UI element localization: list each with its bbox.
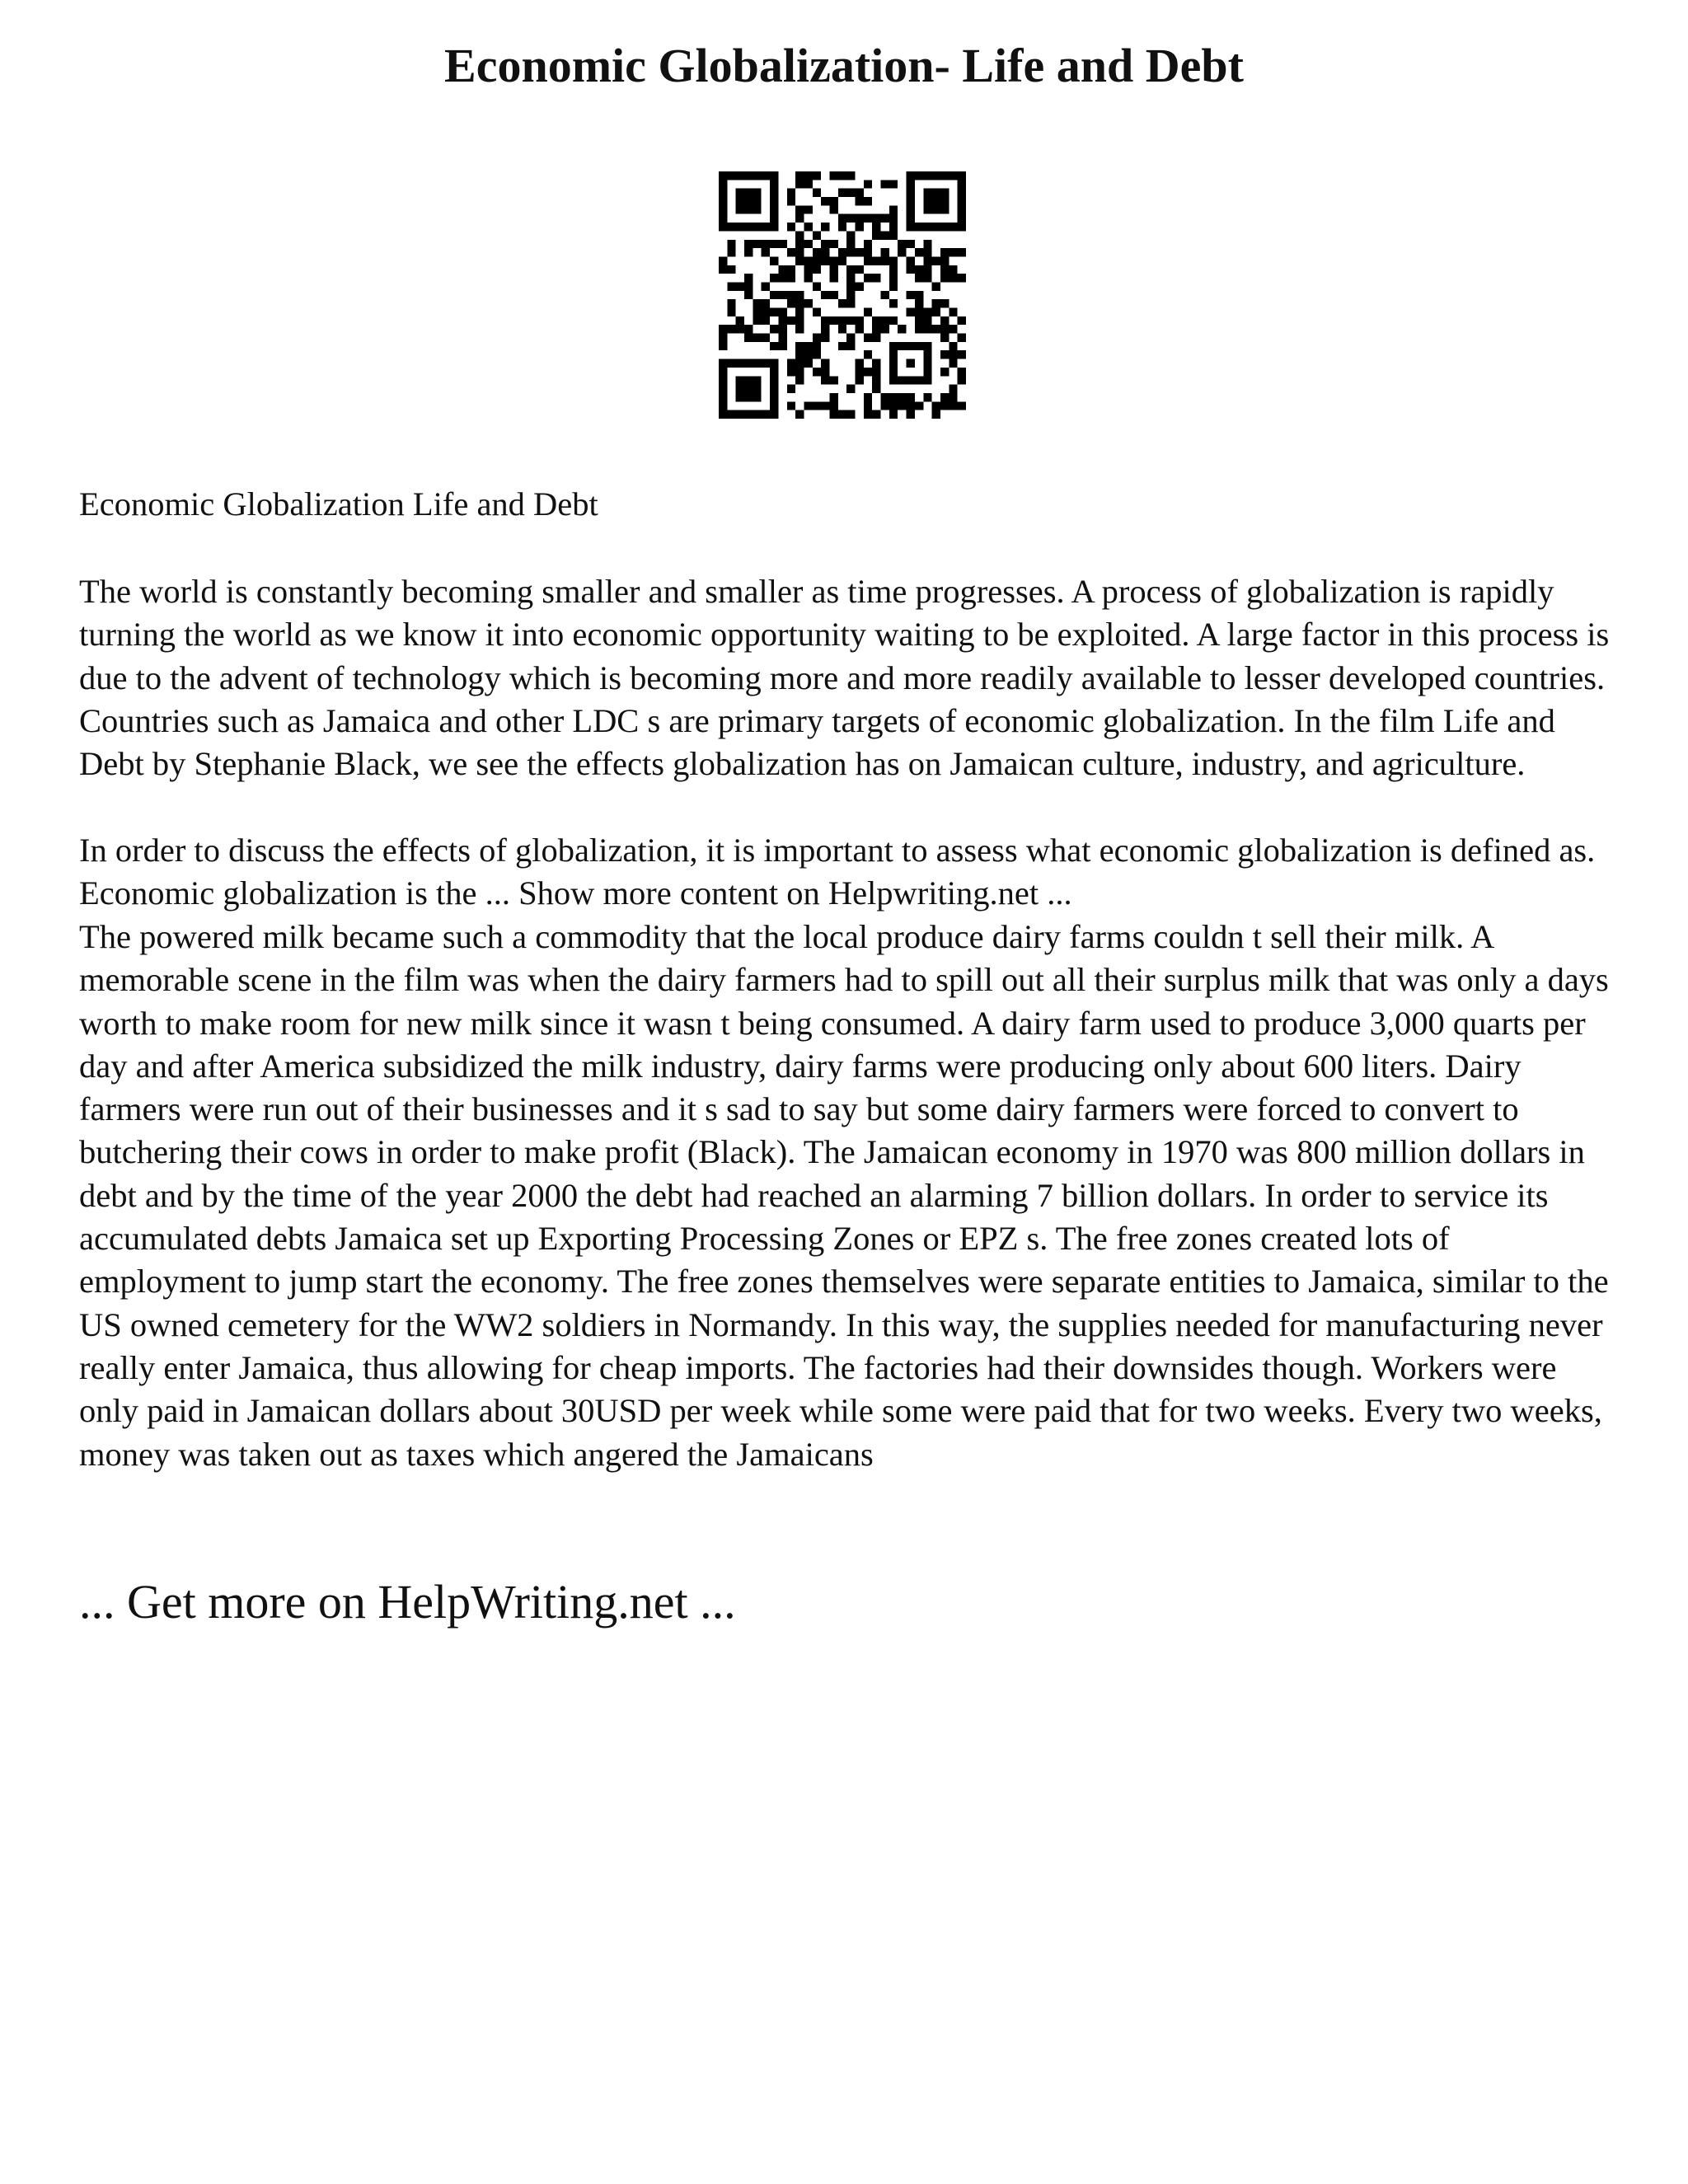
paragraph-definition: In order to discuss the effects of globalization, it is important to assess what economic globalization is defined as. Economic globalization is the ... Show more content on Helpwriting.net ... — [79, 832, 1596, 912]
page-title: Economic Globalization- Life and Debt — [444, 39, 1244, 92]
document-subtitle: Economic Globalization Life and Debt — [79, 485, 598, 523]
get-more-link[interactable]: ... Get more on HelpWriting.net ... — [79, 1575, 736, 1629]
paragraph-intro: The world is constantly becoming smaller and smaller as time progresses. A process of globalization is rapidly turning the world as we know it into economic opportunity waiting to be exploited. A large factor in this process is due to the advent of technology which is becoming more and more readily available to lesser developed countries. Countries such as Jamaica and other LDC s are primary targets of economic globalization. In the film Life and Debt by Stephanie Black, we see the effects globalization has on Jamaican culture, industry, and agriculture. — [79, 573, 1610, 783]
paragraph-dairy-and-debt: The powered milk became such a commodity that the local produce dairy farms couldn t sell their milk. A memorable scene in the film was when the dairy farmers had to spill out all their surplus milk that was only a days worth to make room for new milk since it wasn t being consumed. A dairy farm used to produce 3,000 quarts per day and after America subsidized the milk industry, dairy farms were producing only about 600 liters. Dairy farmers were run out of their businesses and it s sad to say but some dairy farmers were forced to convert to butchering their cows in order to make profit (Black). The Jamaican economy in 1970 was 800 million dollars in debt and by the time of the year 2000 the debt had reached an alarming 7 billion dollars. In order to service its accumulated debts Jamaica set up Exporting Processing Zones or EPZ s. The free zones created lots of employment to jump start the economy. The free zones themselves were separate entities to Jamaica, similar to the US owned cemetery for the WW2 soldiers in Normandy. In this way, the supplies needed for manufacturing never really enter Jamaica, thus allowing for cheap imports. The factories had their downsides though. Workers were only paid in Jamaican dollars about 30USD per week while some were paid that for two weeks. Every two weeks, money was taken out as taxes which angered the Jamaicans — [79, 918, 1609, 1473]
qr-code-icon — [719, 171, 966, 419]
